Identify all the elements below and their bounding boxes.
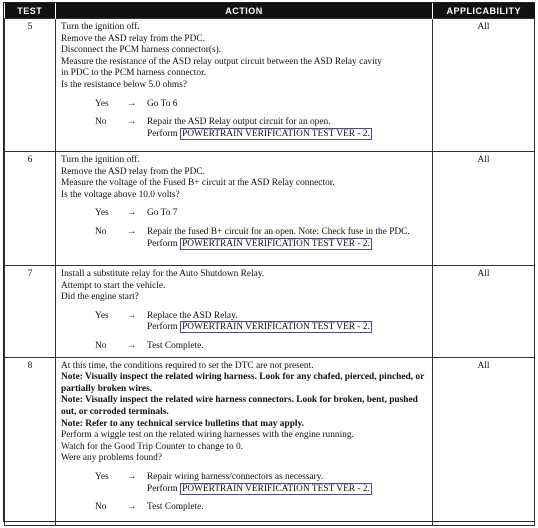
- no-text: Repair the fused B+ circuit for an open. Note: Check fuse in the PDC. Perform POWERTRAIN VERIFICATION TEST VER - 2.: [147, 226, 410, 249]
- no-text: Test Complete.: [147, 502, 204, 513]
- verification-test-link[interactable]: POWERTRAIN VERIFICATION TEST VER - 2.: [182, 128, 370, 139]
- arrow-icon: →: [127, 502, 137, 513]
- action-line: Were any problems found?: [61, 453, 163, 464]
- yes-text: Replace the ASD Relay. Perform POWERTRAIN VERIFICATION TEST VER - 2.: [147, 310, 370, 333]
- action-line: Watch for the Good Trip Counter to change to 0.: [61, 441, 244, 452]
- action-line: Turn the ignition off.: [61, 155, 140, 165]
- note-text: Note: Visually inspect the related wire harness connectors. Look for broken, bent, pushed out, or corroded terminals.: [61, 395, 418, 417]
- action-line: Remove the ASD relay from the PDC.: [61, 166, 205, 177]
- yes-option: [61, 472, 426, 495]
- no-label: No: [95, 340, 107, 351]
- yes-label: Yes: [95, 471, 109, 482]
- no-option: [61, 502, 426, 514]
- action-line: Did the engine start?: [61, 292, 139, 303]
- verification-test-link[interactable]: POWERTRAIN VERIFICATION TEST VER - 2.: [182, 322, 370, 333]
- action-line: Attempt to start the vehicle.: [61, 280, 166, 291]
- test-number: 5: [5, 19, 56, 152]
- action-line: Is the voltage above 10.0 volts?: [61, 189, 180, 200]
- no-label: No: [95, 117, 107, 128]
- action-line: At this time, the conditions required to set the DTC are not present.: [61, 360, 314, 371]
- action-cell: [56, 19, 433, 152]
- yes-option: [61, 99, 426, 111]
- yes-option: [61, 311, 426, 334]
- action-line: Install a substitute relay for the Auto Shutdown Relay.: [61, 269, 265, 279]
- no-text: Test Complete.: [147, 340, 204, 351]
- arrow-icon: →: [127, 208, 137, 219]
- applicability-cell: All: [433, 19, 535, 152]
- action-cell: [56, 266, 433, 358]
- action-line: Perform a wiggle test on the related wiring harnesses with the engine running.: [61, 430, 354, 441]
- action-cell: [56, 357, 433, 525]
- action-line: Measure the resistance of the ASD relay output circuit between the ASD Relay cavity: [61, 56, 382, 67]
- yes-label: Yes: [95, 98, 109, 109]
- yes-option: [61, 208, 426, 220]
- yes-label: Yes: [95, 310, 109, 321]
- header-test: TEST: [5, 3, 56, 19]
- yes-text: Go To 7: [147, 208, 178, 219]
- test-number: 7: [5, 266, 56, 358]
- diagnostic-table: [4, 3, 535, 526]
- table-row: [5, 266, 535, 358]
- arrow-icon: →: [127, 310, 137, 321]
- applicability-cell: All: [433, 266, 535, 358]
- table-row: [5, 19, 535, 152]
- header-applicability: APPLICABILITY: [433, 3, 535, 19]
- note-text: Note: Refer to any technical service bulletins that may apply.: [61, 418, 305, 429]
- no-label: No: [95, 226, 107, 237]
- no-label: No: [95, 502, 107, 513]
- arrow-icon: →: [127, 471, 137, 482]
- table-row: [5, 357, 535, 525]
- table-row: [5, 152, 535, 266]
- action-cell: [56, 152, 433, 266]
- no-option: [61, 227, 426, 250]
- diagnostic-table-frame: [3, 2, 535, 522]
- no-option: [61, 117, 426, 140]
- header-action: ACTION: [56, 3, 433, 19]
- verification-test-link[interactable]: POWERTRAIN VERIFICATION TEST VER - 2.: [182, 238, 370, 249]
- action-line: Measure the voltage of the Fused B+ circuit at the ASD Relay connector.: [61, 178, 335, 189]
- applicability-cell: All: [433, 357, 535, 525]
- arrow-icon: →: [127, 226, 137, 237]
- table-header-row: [5, 3, 535, 19]
- verification-test-link[interactable]: POWERTRAIN VERIFICATION TEST VER - 2.: [182, 483, 370, 494]
- arrow-icon: →: [127, 340, 137, 351]
- test-number: 6: [5, 152, 56, 266]
- action-line: in PDC to the PCM harness connector.: [61, 68, 207, 79]
- no-option: [61, 341, 426, 353]
- arrow-icon: →: [127, 117, 137, 128]
- action-line: Remove the ASD relay from the PDC.: [61, 33, 205, 44]
- applicability-cell: All: [433, 152, 535, 266]
- no-text: Repair the ASD Relay output circuit for an open. Perform POWERTRAIN VERIFICATION TEST VER - 2.: [147, 117, 370, 139]
- arrow-icon: →: [127, 98, 137, 109]
- test-number: 8: [5, 357, 56, 525]
- action-line: Is the resistance below 5.0 ohms?: [61, 79, 188, 90]
- yes-text: Repair wiring harness/connectors as necessary. Perform POWERTRAIN VERIFICATION TEST VER - 2.: [147, 471, 370, 494]
- yes-text: Go To 6: [147, 98, 178, 109]
- action-line: Turn the ignition off.: [61, 22, 140, 32]
- yes-label: Yes: [95, 208, 109, 219]
- note-text: Note: Visually inspect the related wiring harness. Look for any chafed, pierced, pinched, or partially broken wires.: [61, 372, 425, 394]
- action-line: Disconnect the PCM harness connector(s).: [61, 45, 222, 56]
